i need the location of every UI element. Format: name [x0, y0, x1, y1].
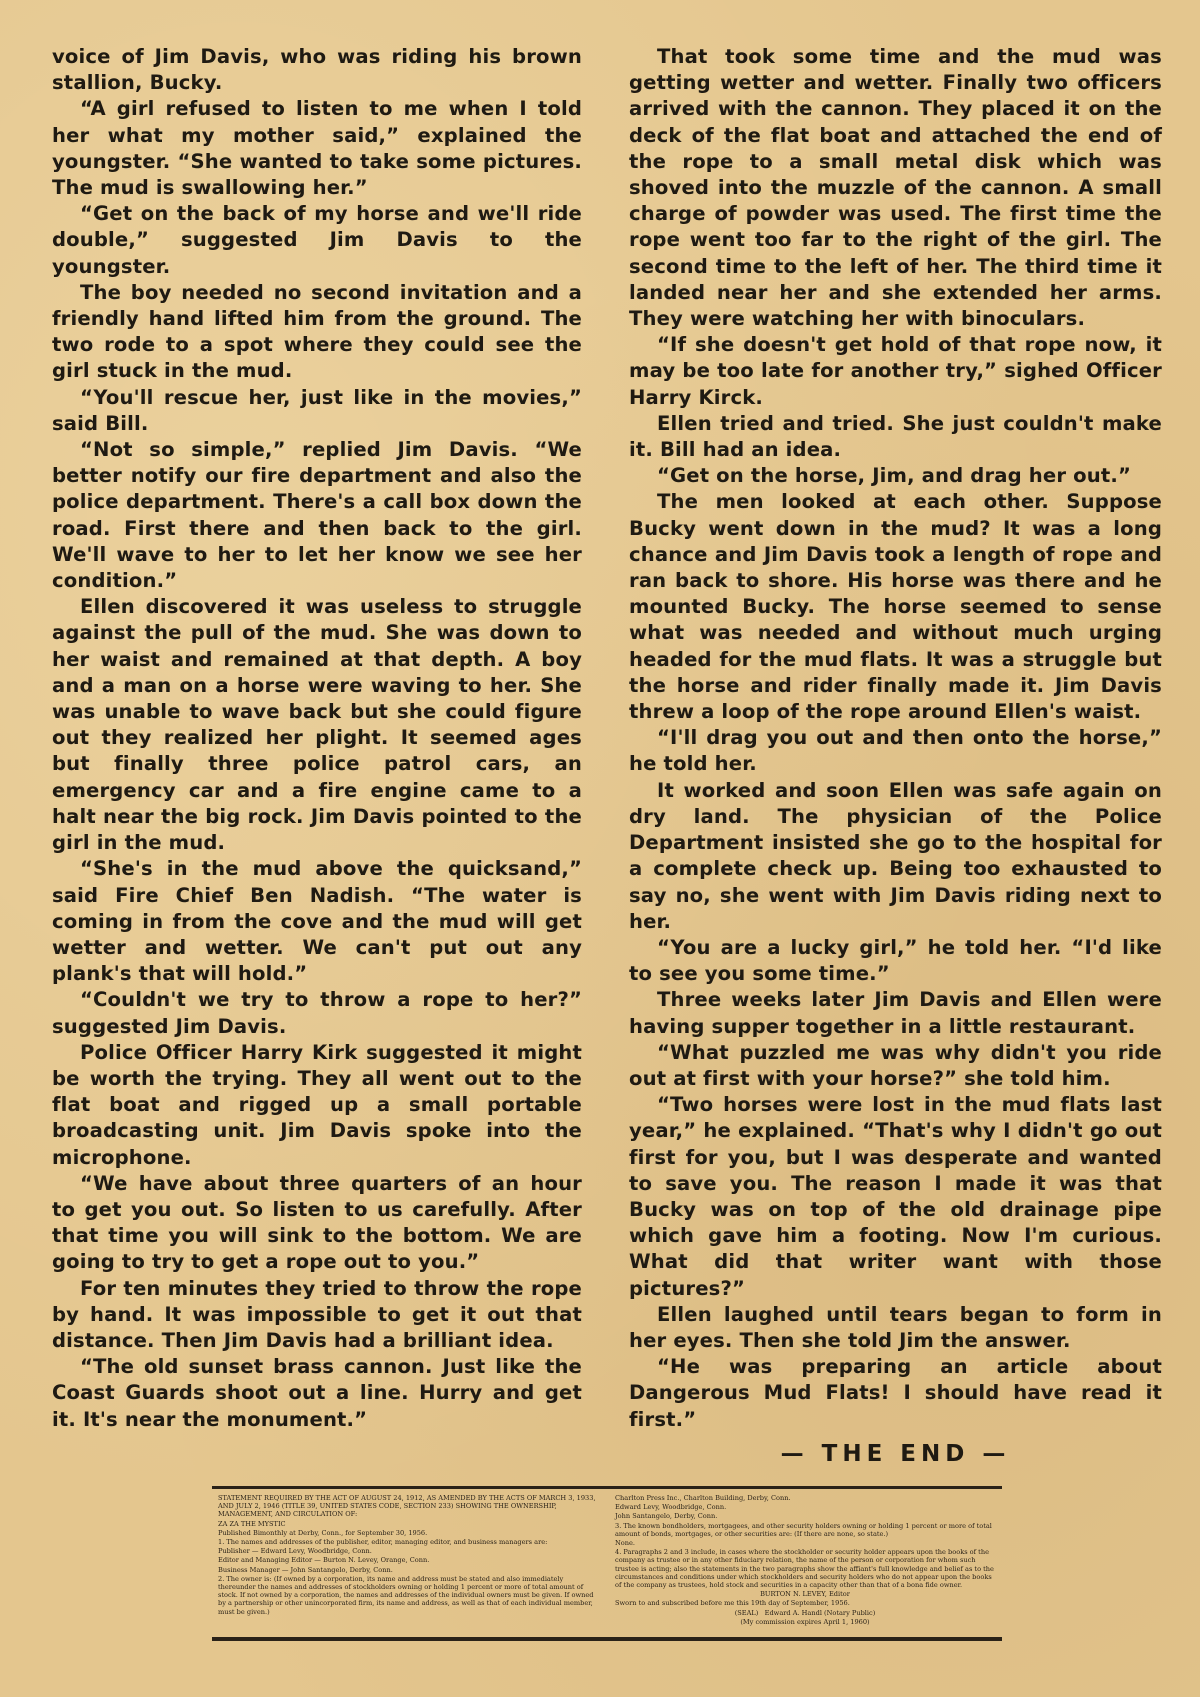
paragraph: “If she doesn't get hold of that rope now, it may be too late for another try,” sighed Officer Harry Kirck. [629, 333, 1162, 409]
paragraph: Three weeks later Jim Davis and Ellen were having supper together in a little restaurant. [629, 988, 1162, 1038]
statement-line: Publisher — Edward Levy, Woodbridge, Conn. [218, 1547, 372, 1556]
statement-seal: (SEAL) [734, 1608, 759, 1617]
paragraph: It worked and soon Ellen was safe again on dry land. The physician of the Police Department insisted she go to the hospital for a complete check up. Being too exhausted to say no, she went with Jim Davis riding next to her. [629, 778, 1162, 933]
paragraph: For ten minutes they tried to throw the rope by hand. It was impossible to get it out that distance. Then Jim Davis had a brilliant idea. [52, 1276, 582, 1352]
statement-line: Editor and Managing Editor — Burton N. Levey, Orange, Conn. [218, 1556, 430, 1565]
statement-line: 2. The owner is: (If owned by a corporation, its name and address must be stated and also immediately thereunder the names and addresses of stockholders owning or holding 1 percent or more of total amount of stock. If not owned by a corporation, the names and addresses of the individual owners must be given. If owned by a partnership or other unincorporated firm, its name and address, as well as that of each individual member, must be given.) [218, 1574, 594, 1616]
statement-heading: STATEMENT REQUIRED BY THE ACT OF AUGUST 24, 1912, AS AMENDED BY THE ACTS OF MARCH 3, 1933, AND JULY 2, 1946 (TITLE 39, UNITED STATES CODE, SECTION 233) SHOWING THE OWNERSHIP, MANAGEMENT, AND CIRCULATION OF: [218, 1494, 596, 1519]
statement-line: 3. The known bondholders, mortgagees, and other security holders owning or holding 1 percent or more of total amount of bonds, mortgages, or other securities are: (If there are none, so state.) [615, 1521, 992, 1538]
statement-notary-name: Edward A. Handl (Notary Public) [764, 1608, 876, 1617]
story-column-right [629, 44, 1162, 1467]
paragraph: Ellen discovered it was useless to struggle against the pull of the mud. She was down to her waist and remained at that depth. A boy and a man on a horse were waving to her. She was unable to wave back but she could figure out they realized her plight. It seemed ages but finally three police patrol cars, an emergency car and a fire engine came to a halt near the big rock. Jim Davis pointed to the girl in the mud. [52, 595, 582, 855]
paragraph: The boy needed no second invitation and a friendly hand lifted him from the ground. The two rode to a spot where they could see the girl stuck in the mud. [52, 280, 582, 383]
ownership-statement-box [212, 1486, 1002, 1641]
statement-line: John Santangelo, Derby, Conn. [615, 1512, 718, 1521]
paragraph: “I'll drag you out and then onto the horse,” he told her. [629, 726, 1162, 776]
story-column-left [52, 44, 582, 1433]
statement-column-right [615, 1494, 995, 1627]
paragraph: “Get on the horse, Jim, and drag her out.” [657, 464, 1131, 488]
statement-line: None. [615, 1539, 635, 1548]
paragraph: “Get on the back of my horse and we'll ride double,” suggested Jim Davis to the youngster. [52, 202, 582, 278]
statement-line: Edward Levy, Woodbridge, Conn. [615, 1503, 727, 1512]
statement-line: Business Manager — John Santangelo, Derby, Conn. [218, 1565, 393, 1574]
paragraph: The men looked at each other. Suppose Bucky went down in the mud? It was a long chance and Jim Davis took a length of rope and ran back to shore. His horse was there and he mounted Bucky. The horse seemed to sense what was needed and without much urging headed for the mud flats. It was a struggle but the horse and rider finally made it. Jim Davis threw a loop of the rope around Ellen's waist. [629, 490, 1162, 724]
statement-line: Charlton Press Inc., Charlton Building, Derby, Conn. [615, 1494, 791, 1502]
paragraph: That took some time and the mud was getting wetter and wetter. Finally two officers arrived with the cannon. They placed it on the deck of the flat boat and attached the end of the rope to a small metal disk which was shoved into the muzzle of the cannon. A small charge of powder was used. The first time the rope went too far to the right of the girl. The second time to the left of her. The third time it landed near her and she extended her arms. They were watching her with binoculars. [629, 45, 1162, 331]
paragraph: “Two horses were lost in the mud flats last year,” he explained. “That's why I didn't go out first for you, but I was desperate and wanted to save you. The reason I made it was that Bucky was on top of the old drainage pipe which gave him a footing. Now I'm curious. What did that writer want with those pictures?” [629, 1093, 1162, 1300]
paragraph: Ellen tried and tried. She just couldn't make it. Bill had an idea. [629, 411, 1162, 462]
statement-notary [615, 1609, 995, 1617]
statement-title: ZA ZA THE MYSTIC [218, 1519, 286, 1528]
statement-line: 1. The names and addresses of the publisher, editor, managing editor, and business managers are: [218, 1538, 548, 1547]
the-end-label: — THE END — [780, 1440, 1011, 1467]
paragraph: “The old sunset brass cannon. Just like the Coast Guards shoot out a line. Hurry and get it. It's near the monument.” [52, 1355, 582, 1431]
statement-sworn: Sworn to and subscribed before me this 19th day of September, 1956. [615, 1599, 850, 1608]
statement-line: Published Bimonthly at Derby, Conn., for September 30, 1956. [218, 1528, 428, 1537]
statement-column-left [218, 1494, 598, 1617]
paragraph: Ellen laughed until tears began to form in her eyes. Then she told Jim the answer. [629, 1302, 1162, 1352]
paragraph: “What puzzled me was why didn't you ride out at first with your horse?” she told him. [629, 1040, 1162, 1090]
paragraph: “Not so simple,” replied Jim Davis. “We better notify our fire department and also the police department. There's a call box down the road. First there and then back to the girl. We'll wave to her to let her know we see her condition.” [52, 438, 582, 593]
paragraph: “We have about three quarters of an hour to get you out. So listen to us carefully. After that time you will sink to the bottom. We are going to try to get a rope out to you.” [52, 1171, 582, 1274]
paragraph: “A girl refused to listen to me when I told her what my mother said,” explained the youngster. “She wanted to take some pictures. The mud is swallowing her.” [52, 97, 582, 200]
paragraph: “She's in the mud above the quicksand,” said Fire Chief Ben Nadish. “The water is coming in from the cove and the mud will get wetter and wetter. We can't put out any plank's that will hold.” [52, 857, 582, 986]
paragraph: “He was preparing an article about Dangerous Mud Flats! I should have read it first.” [629, 1355, 1162, 1431]
paragraph: voice of Jim Davis, who was riding his brown stallion, Bucky. [52, 45, 582, 95]
statement-signer: BURTON N. LEVEY, Editor [760, 1590, 850, 1599]
paragraph: “You'll rescue her, just like in the movies,” said Bill. [52, 385, 582, 435]
statement-commission: (My commission expires April 1, 1960) [740, 1617, 870, 1626]
paragraph: Police Officer Harry Kirk suggested it might be worth the trying. They all went out to the flat boat and rigged up a small portable broadcasting unit. Jim Davis spoke into the microphone. [52, 1040, 582, 1169]
paragraph: “You are a lucky girl,” he told her. “I'd like to see you some time.” [629, 935, 1162, 986]
paragraph: “Couldn't we try to throw a rope to her?” suggested Jim Davis. [52, 988, 582, 1038]
statement-line: 4. Paragraphs 2 and 3 include, in cases where the stockholder or security holder appears upon the books of the company as trustee or in any other fiduciary relation, the name of the person or corporation for whom such trustee is acting; also the statements in the two paragraphs show the affiant's full knowledge and belief as to the circumstances and conditions under which stockholders and security holders who do not appear upon the books of the company as trustees, hold stock and securities in a capacity other than that of a bona fide owner. [615, 1548, 994, 1590]
